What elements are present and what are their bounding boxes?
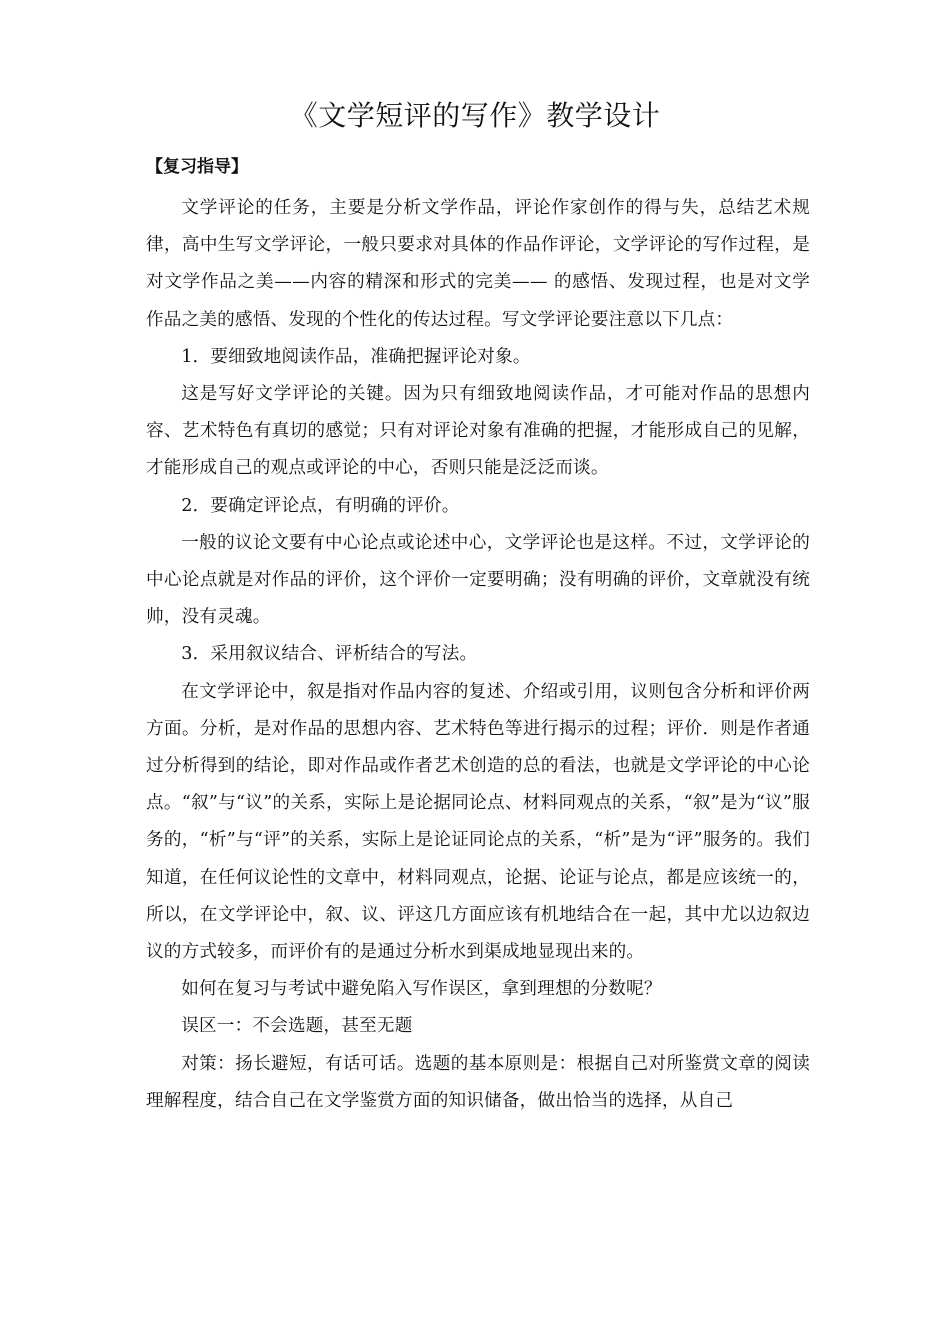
document-body bbox=[146, 190, 810, 1120]
paragraph-pitfall-1: 误区一：不会选题，甚至无题 bbox=[181, 1016, 413, 1037]
paragraph-point-1-detail: 这是写好文学评论的关键。因为只有细致地阅读作品，才可能对作品的思想内容、艺术特色有真切的感觉；只有对评论对象有准确的把握，才能形成自己的见解，才能形成自己的观点或评论的中心，否则只能是泛泛而谈。 bbox=[146, 384, 810, 479]
section-heading: 【复习指导】 bbox=[146, 157, 248, 177]
paragraph-point-2: 2．要确定评论点，有明确的评价。 bbox=[181, 495, 460, 516]
paragraph-point-3: 3．采用叙议结合、评析结合的写法。 bbox=[181, 644, 478, 665]
paragraph-point-3-detail: 在文学评论中，叙是指对作品内容的复述、介绍或引用，议则包含分析和评价两方面。分析，是对作品的思想内容、艺术特色等进行揭示的过程；评价．则是作者通过分析得到的结论，即对作品或作者艺术创造的总的看法，也就是文学评论的中心论点。“叙”与“议”的关系，实际上是论据同论点、材料同观点的关系，“叙”是为“议”服务的，“析”与“评”的关系，实际上是论证同论点的关系，“析”是为“评”服务的。我们知道，在任何议论性的文章中，材料同观点，论据、论证与论点，都是应该统一的，所以，在文学评论中，叙、议、评这几方面应该有机地结合在一起，其中尤以边叙边议的方式较多，而评价有的是通过分析水到渠成地显现出来的。 bbox=[146, 681, 810, 963]
paragraph-strategy: 对策：扬长避短，有话可话。选题的基本原则是：根据自己对所鉴赏文章的阅读理解程度，结合自己在文学鉴赏方面的知识储备，做出恰当的选择，从自己 bbox=[146, 1053, 810, 1111]
paragraph-point-1: 1．要细致地阅读作品，准确把握评论对象。 bbox=[181, 346, 531, 367]
paragraph-point-2-detail: 一般的议论文要有中心论点或论述中心，文学评论也是这样。不过，文学评论的中心论点就是对作品的评价，这个评价一定要明确；没有明确的评价，文章就没有统帅，没有灵魂。 bbox=[146, 532, 810, 628]
paragraph-question: 如何在复习与考试中避免陷入写作误区，拿到理想的分数呢？ bbox=[181, 979, 662, 1000]
paragraph-intro: 文学评论的任务，主要是分析文学作品，评论作家创作的得与失，总结艺术规律，高中生写文学评论，一般只要求对具体的作品作评论，文学评论的写作过程，是对文学作品之美——内容的精深和形式的完美—— 的感悟、发现过程，也是对文学作品之美的感悟、发现的个性化的传达过程。写文学评论要注意以下几点： bbox=[146, 198, 810, 330]
document-title: 《文学短评的写作》教学设计 bbox=[289, 99, 661, 132]
